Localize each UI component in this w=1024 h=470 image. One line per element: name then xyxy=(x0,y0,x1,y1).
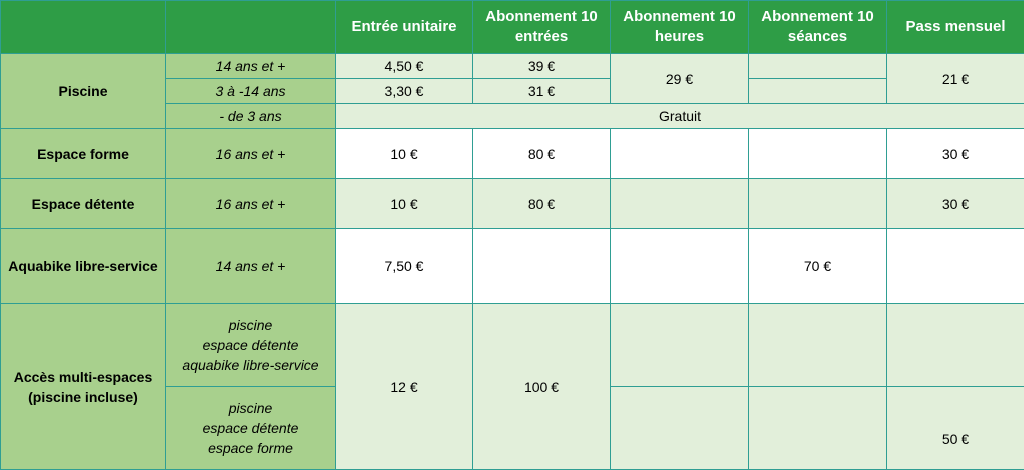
header-age xyxy=(166,1,336,54)
empty-cell xyxy=(887,229,1024,304)
header-corner xyxy=(1,1,166,54)
header-pass-mensuel: Pass mensuel xyxy=(887,1,1024,54)
price-espace-forme-entree: 10 € xyxy=(336,129,473,179)
age-espace-detente: 16 ans et + xyxy=(166,179,336,229)
header-abonnement-10-heures: Abonnement 10 heures xyxy=(611,1,749,54)
age-aquabike: 14 ans et + xyxy=(166,229,336,304)
table-row xyxy=(1,54,1024,79)
age-piscine-under-3: - de 3 ans xyxy=(166,104,336,129)
price-piscine-entree-14-plus: 4,50 € xyxy=(336,54,473,79)
price-espace-forme-pass-mensuel: 30 € xyxy=(887,129,1024,179)
table-row xyxy=(1,229,1024,304)
age-piscine-3-14: 3 à -14 ans xyxy=(166,79,336,104)
empty-cell xyxy=(749,387,887,470)
empty-cell xyxy=(749,179,887,229)
price-espace-detente-pass-mensuel: 30 € xyxy=(887,179,1024,229)
category-piscine: Piscine xyxy=(1,54,166,129)
empty-cell xyxy=(611,304,749,387)
price-piscine-abo10h: 29 € xyxy=(611,54,749,104)
empty-cell xyxy=(611,179,749,229)
header-abonnement-10-entrees: Abonnement 10 entrées xyxy=(473,1,611,54)
empty-cell xyxy=(749,304,887,387)
price-piscine-abo10-14-plus: 39 € xyxy=(473,54,611,79)
age-piscine-14-plus: 14 ans et + xyxy=(166,54,336,79)
price-espace-detente-abo10: 80 € xyxy=(473,179,611,229)
price-multi-espaces-abo10: 100 € xyxy=(473,304,611,470)
header-row xyxy=(1,1,1024,54)
option-multi-espaces-2: piscine espace détente espace forme xyxy=(166,387,336,470)
price-piscine-entree-3-14: 3,30 € xyxy=(336,79,473,104)
option-multi-espaces-1: piscine espace détente aquabike libre-service xyxy=(166,304,336,387)
empty-cell xyxy=(749,54,887,79)
price-multi-espaces-pass-mensuel: 50 € xyxy=(887,387,1024,470)
category-aquabike: Aquabike libre-service xyxy=(1,229,166,304)
price-multi-espaces-entree: 12 € xyxy=(336,304,473,470)
empty-cell xyxy=(473,229,611,304)
age-espace-forme: 16 ans et + xyxy=(166,129,336,179)
empty-cell xyxy=(611,387,749,470)
table-row xyxy=(1,129,1024,179)
empty-cell xyxy=(611,229,749,304)
category-espace-forme: Espace forme xyxy=(1,129,166,179)
price-aquabike-entree: 7,50 € xyxy=(336,229,473,304)
empty-cell xyxy=(887,304,1024,387)
header-abonnement-10-seances: Abonnement 10 séances xyxy=(749,1,887,54)
table-row xyxy=(1,179,1024,229)
category-espace-detente: Espace détente xyxy=(1,179,166,229)
price-piscine-gratuit: Gratuit xyxy=(336,104,1024,129)
price-espace-forme-abo10: 80 € xyxy=(473,129,611,179)
price-piscine-abo10-3-14: 31 € xyxy=(473,79,611,104)
empty-cell xyxy=(611,129,749,179)
price-piscine-pass-mensuel: 21 € xyxy=(887,54,1024,104)
table-row xyxy=(1,304,1024,387)
header-entree-unitaire: Entrée unitaire xyxy=(336,1,473,54)
price-aquabike-abo10-seances: 70 € xyxy=(749,229,887,304)
price-espace-detente-entree: 10 € xyxy=(336,179,473,229)
category-multi-espaces: Accès multi-espaces (piscine incluse) xyxy=(1,304,166,470)
empty-cell xyxy=(749,129,887,179)
empty-cell xyxy=(749,79,887,104)
